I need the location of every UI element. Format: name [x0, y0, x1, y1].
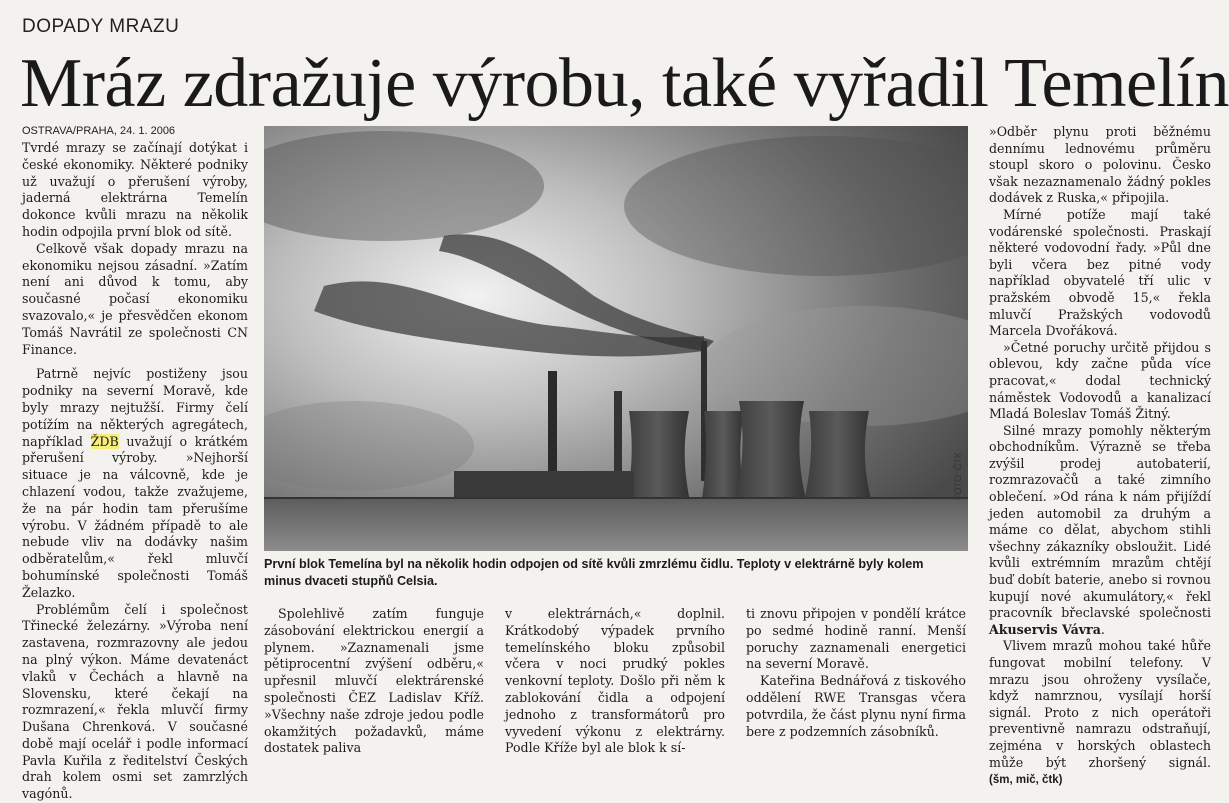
paragraph: »Odběr plynu proti běžnému dennímu lednovému průměru stoupl skoro o polovinu. Česko však nezaznamenalo žádný pokles dodávek z Ruska,« připojila. [989, 124, 1211, 206]
paragraph: Tvrdé mrazy se začínají dotýkat i české ekonomiky. Některé podniky už uvažují o přerušení výroby, jaderná elektrárna Temelín dokonce kvůli mrazu na několik hodin odpojila první blok od sítě. [22, 140, 248, 239]
author-signature: (šm, mič, čtk) [989, 774, 1063, 787]
paragraph: »Četné poruchy určitě přijdou s oblevou, kdy začne půda více pracovat,« dodal technický náměstek Vodovodů a kanalizací Mladá Boleslav Tomáš Žitný. [989, 339, 1211, 422]
paragraph: Problémům čelí i společnost Třinecké železárny. »Výroba není zastavena, rozmrazovny ale jedou na plný výkon. Máme devatenáct vlaků v Čechách a hlavně na Slovensku, které čekají na rozmrazení,« řekla mluvčí firmy Dušana Chrenková. V současné době mají ocelář i podle informací Pavla Kuřila z ředitelství Českých drah kolem osmi set zamrzlých vagónů. [22, 601, 248, 802]
section-kicker: DOPADY MRAZU [22, 16, 180, 37]
text-run: Silné mrazy pomohly některým obchodníkům. Výrazně se třeba zvýšil prodej autobaterií, rozmrazovačů a také zimního oblečení. »Od rána k nám přijíždí jeden automobil za druhým a máme co dělat, abychom stihli všechny zákazníky obsloužit. Lidé kvůli extrémním mrazům chtějí buď dobít baterie, anebo si rovnou kupují nové akumulátory,« řekl pracovník břeclavské společnosti [989, 422, 1211, 621]
text-run: Vlivem mrazů mohou také hůře fungovat mobilní telefony. V mrazu jsou ohroženy vysílače, když namrznou, vysílají horší signál. Proto z nich operátoři preventivně namrazu odstraňují, zejména v horských oblastech může být zhoršený signál. [989, 638, 1211, 770]
paragraph: ti znovu připojen v pondělí krátce po sedmé hodině ranní. Menší poruchy zaznamenali energetici na severní Moravě. [746, 606, 966, 672]
article-column-2 [264, 606, 484, 757]
paragraph: Mírné potíže mají také vodárenské společnosti. Praskají některé vodovodní řady. »Půl dne byli včera bez pitné vody například obyvatelé tří ulic v pražském obvodě 15,« řekla mluvčí Pražských vodovodů Marcela Dvořáková. [989, 206, 1211, 339]
paragraph: Spolehlivě zatím funguje zásobování elektrickou energií a plynem. »Zaznamenali jsme pětiprocentní zvýšení odběru,« upřesnil mluvčí elektrárenské společnosti ČEZ Ladislav Kříž. »Všechny naše zdroje jedou podle okamžitých požadavků, máme dostatek paliva [264, 606, 484, 756]
article-column-3 [505, 606, 725, 757]
text-run: Patrně nejvíc postiženy jsou podniky na severní Moravě, kde byly mrazy nejtužší. Firmy čelí potížím na některých agregátech, například [22, 366, 248, 449]
paragraph: Celkově však dopady mrazu na ekonomiku nejsou zásadní. »Zatím není ani důvod k tomu, aby současné počasí ekonomiku svazovalo,« je přesvědčen ekonom Tomáš Navrátil ze společnosti CN Finance. [22, 240, 248, 357]
paragraph: Kateřina Bednářová z tiskového oddělení RWE Transgas včera potvrdila, že část plynu nyní firma bere z podzemních zásobníků. [746, 673, 966, 739]
photo-image [264, 126, 968, 551]
paragraph: v elektrárnách,« doplnil. Krátkodobý výpadek prvního temelínského bloku způsobil včera v noci prudký pokles venkovní teploty. Došlo při něm k zablokování čidla a odpojení jednoho z transformátorů pro vyvedení výkonu z elektrárny. Podle Kříže byl ale blok k sí- [505, 606, 725, 756]
article-column-1 [22, 140, 248, 803]
headline: Mráz zdražuje výrobu, také vyřadil Temelín [20, 45, 1229, 122]
paragraph [989, 638, 1211, 788]
text-run: uvažují o krátkém přerušení výroby. »Nejhorší situace je na válcovně, kde je chlazení vodou, takže zvažujeme, že na pár hodin tam přerušíme výrobu. V žádném případě to ale nebude vliv na dodávky našim odběratelům,« řekl mluvčí bohumínské společnosti Tomáš Želazko. [22, 433, 248, 600]
photo-credit: FOTO: ČTK [953, 452, 963, 500]
article-column-5 [989, 124, 1211, 789]
paragraph [22, 366, 248, 601]
dateline: OSTRAVA/PRAHA, 24. 1. 2006 [22, 125, 176, 137]
paragraph [989, 423, 1211, 639]
highlighted-text: ŽDB [90, 433, 119, 449]
power-plant-photo [264, 126, 968, 551]
photo-caption: První blok Temelína byl na několik hodin odpojen od sítě kvůli zmrzlému čidlu. Teploty v elektrárně byly kolem minus dvaceti stupňů Celsia. [264, 557, 924, 588]
article-column-4 [746, 606, 966, 740]
text-run: . [1100, 621, 1105, 637]
company-name: Akuservis Vávra [989, 621, 1101, 637]
